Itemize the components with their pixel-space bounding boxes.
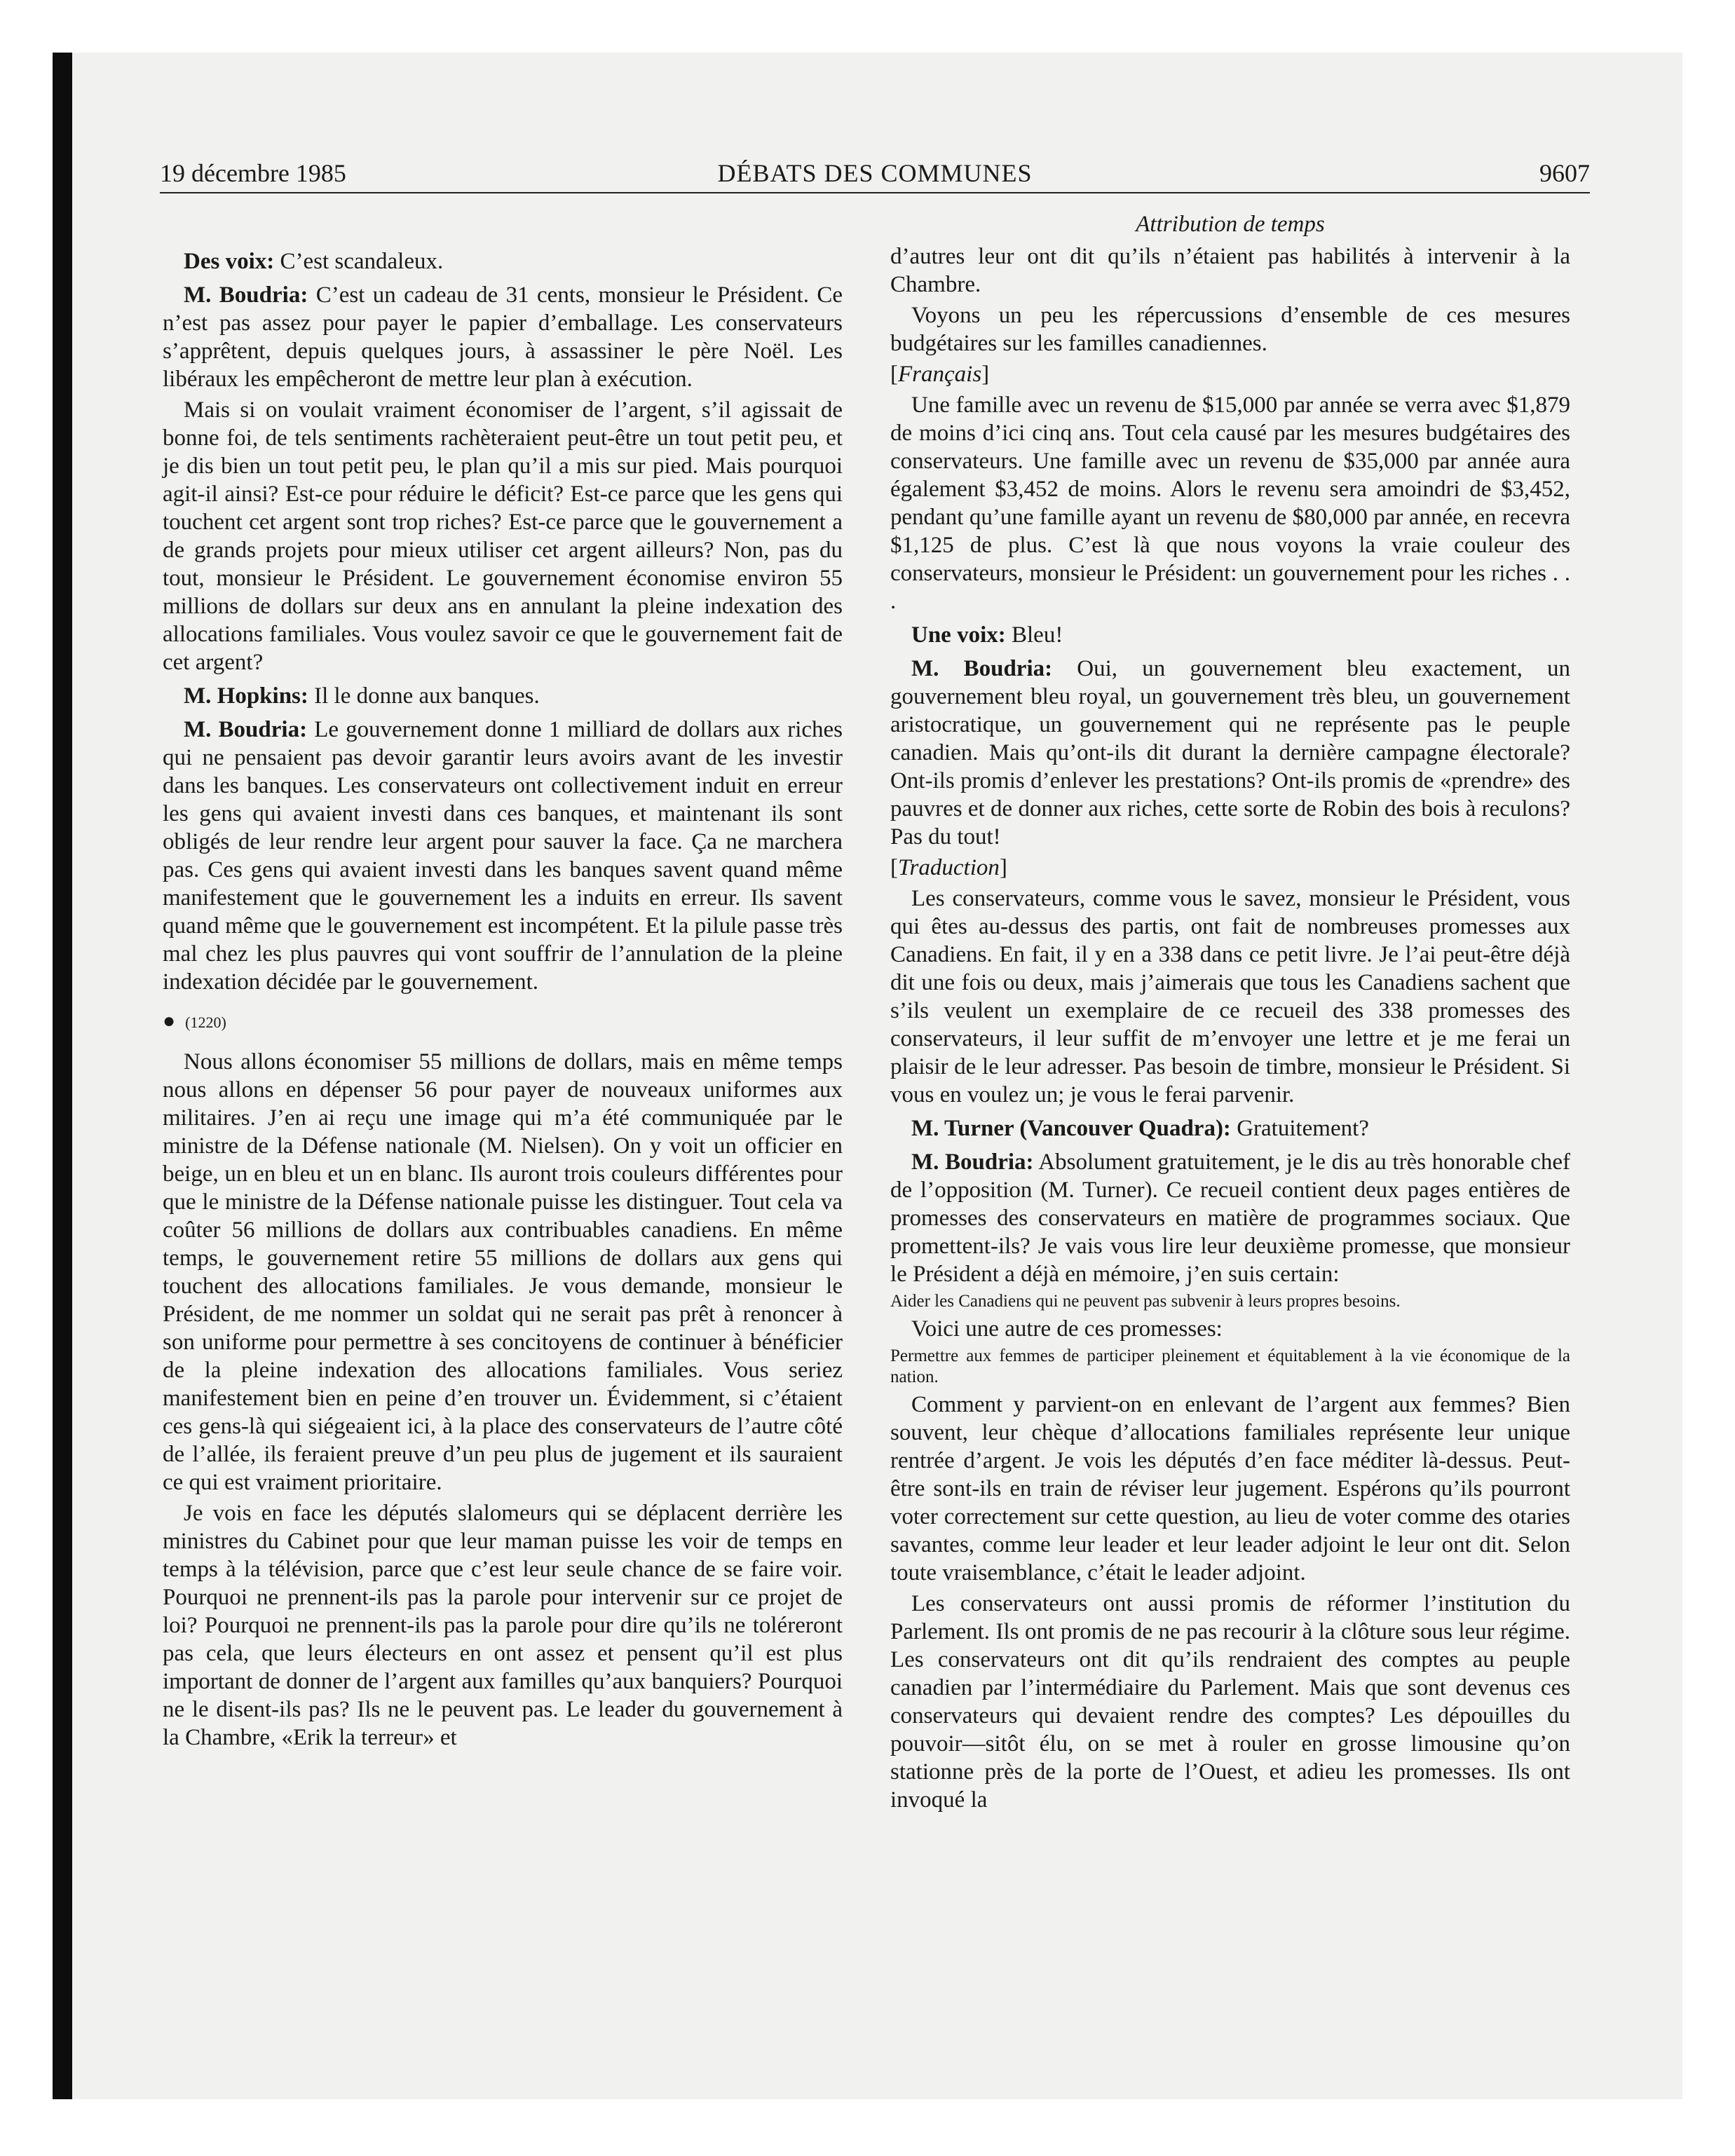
header-rule xyxy=(160,192,1590,193)
speaker-name: M. Boudria: xyxy=(911,1149,1034,1175)
paragraph xyxy=(890,1590,1570,1814)
quoted-promise: Permettre aux femmes de participer pleinement et équitablement à la vie économique de la nation. xyxy=(890,1346,1570,1386)
speaker-name: Des voix: xyxy=(184,249,275,274)
running-header xyxy=(160,156,1590,191)
paragraph-text: d’autres leur ont dit qu’ils n’étaient pas habilités à intervenir à la Chambre. xyxy=(890,244,1570,297)
paragraph-text: Comment y parvient-on en enlevant de l’argent aux femmes? Bien souvent, leur chèque d’allocations familiales représente leur unique rentrée d’argent. Je vois les députés d’en face méditer là-dessus. Peut-être sont-ils en train de réviser leur jugement. Espérons qu’ils pourront voter correctement sur cette question, au lieu de voter comme des otaries savantes, comme leur leader et leur leader adjoint le leur ont dit. Selon toute vraisemblance, c’était le leader adjoint. xyxy=(890,1392,1570,1585)
language-note-text: Français xyxy=(898,362,982,387)
speech-paragraph xyxy=(890,655,1570,851)
paragraph-text: C’est scandaleux. xyxy=(280,249,444,274)
time-marker-text: (1220) xyxy=(185,1014,226,1031)
language-note: [Français] xyxy=(890,362,990,387)
paragraph xyxy=(890,1391,1570,1587)
quoted-promise: Aider les Canadiens qui ne peuvent pas subvenir à leurs propres besoins. xyxy=(890,1292,1401,1311)
paragraph-text: Mais si on voulait vraiment économiser de l’argent, s’il agissait de bonne foi, de tels sentiments rachèteraient peut-être un tout petit peu, et je dis bien un tout petit peu, le plan qu’il a mis sur pied. Mais pourquoi agit-il ainsi? Est-ce pour réduire le déficit? Est-ce parce que les gens qui touchent cet argent sont trop riches? Est-ce parce que le gouvernement a de grands projets pour mieux utiliser cet argent ailleurs? Non, pas du tout, monsieur le Président. Le gouvernement économise environ 55 millions de dollars sur deux ans en annulant la pleine indexation des allocations familiales. Vous voulez savoir ce que le gouvernement fait de cet argent? xyxy=(163,397,843,675)
paragraph-text: Je vois en face les députés slalomeurs qui se déplacent derrière les ministres du Cabinet pour que leur maman puisse les voir de temps en temps à la télévision, parce que c’est leur seule chance de se faire voir. Pourquoi ne prennent-ils pas la parole pour intervenir sur ce projet de loi? Pourquoi ne prennent-ils pas la parole pour dire qu’ils ne toléreront pas cela, que leurs électeurs en ont assez et pensent qu’il est plus important de donner de l’argent aux familles qu’aux banquiers? Pourquoi ne le disent-ils pas? Ils ne le peuvent pas. Le leader du gouvernement à la Chambre, «Erik la terreur» et xyxy=(163,1501,843,1750)
paragraph-text: Voyons un peu les répercussions d’ensemble de ces mesures budgétaires sur les familles canadiennes. xyxy=(890,303,1570,356)
right-column xyxy=(890,210,1570,1817)
speech-paragraph xyxy=(890,1148,1570,1288)
bullet-icon: ● xyxy=(163,1009,176,1032)
header-title: DÉBATS DES COMMUNES xyxy=(717,159,1033,187)
paragraph-text: Le gouvernement donne 1 milliard de dollars aux riches qui ne pensaient pas devoir garantir leurs avoirs avant de les investir dans les banques. Les conservateurs ont collectivement induit en erreur les gens qui avaient investi dans ces banques, et maintenant ils sont obligés de leur rendre leur argent pour sauver la face. Ça ne marchera pas. Ces gens qui avaient investi dans les banques savent quand même manifestement que le gouvernement les a induits en erreur. Ils savent quand même que le gouvernement est incompétent. Et la pilule passe très mal chez les plus pauvres qui vont souffrir de l’annulation de la pleine indexation décidée par le gouvernement. xyxy=(163,717,843,995)
speech-paragraph xyxy=(163,247,843,275)
speaker-name: Une voix: xyxy=(911,622,1006,648)
language-note: [Traduction] xyxy=(890,855,1007,880)
paragraph xyxy=(890,301,1570,357)
paragraph-text: Absolument gratuitement, je le dis au très honorable chef de l’opposition (M. Turner). Ce recueil contient deux pages entières de promesses des conservateurs en matière de programmes sociaux. Que promettent-ils? Je vais vous lire leur deuxième promesse, que monsieur le Président a déjà en mémoire, j’en suis certain: xyxy=(890,1149,1570,1287)
speaker-name: M. Hopkins: xyxy=(184,683,308,709)
section-subheading: Attribution de temps xyxy=(1136,212,1325,237)
paragraph-text: Une famille avec un revenu de $15,000 par année se verra avec $1,879 de moins d’ici cinq ans. Tout cela causé par les mesures budgétaires des conservateurs. Une famille avec un revenu de $35,000 par année aura également $3,452 de moins. Alors le revenu sera amoindri de $3,452, pendant qu’une famille ayant un revenu de $80,000 par année, en recevra $1,125 de plus. C’est là que nous voyons la vraie couleur des conservateurs, monsieur le Président: un gouvernement pour les riches . . . xyxy=(890,393,1570,614)
paragraph-text: Il le donne aux banques. xyxy=(314,683,540,709)
paragraph-text: Les conservateurs ont aussi promis de réformer l’institution du Parlement. Ils ont promis de ne pas recourir à la clôture sous leur régime. Les conservateurs ont dit qu’ils rendraient des comptes au peuple canadien par l’intermédiaire du Parlement. Mais que sont devenus ces conservateurs qui devaient rendre des comptes? Les dépouilles du pouvoir—sitôt élu, on se met à rouler en grosse limousine qu’on stationne près de la porte de l’Ouest, et adieu les promesses. Ils ont invoqué la xyxy=(890,1591,1570,1813)
time-marker xyxy=(163,1007,843,1037)
speech-paragraph xyxy=(163,281,843,393)
paragraph xyxy=(890,391,1570,615)
paragraph xyxy=(163,1048,843,1496)
binding-edge xyxy=(53,53,72,2099)
speaker-name: M. Boudria: xyxy=(911,656,1053,681)
paragraph-text: Oui, un gouvernement bleu exactement, un gouvernement bleu royal, un gouvernement très bleu, un gouvernement aristocratique, un gouvernement qui ne représente pas le peuple canadien. Mais qu’ont-ils dit durant la dernière campagne électorale? Ont-ils promis d’enlever les prestations? Ont-ils promis de «prendre» des pauvres et de donner aux riches, cette sorte de Robin des bois à reculons? Pas du tout! xyxy=(890,656,1571,850)
paragraph-text: Voici une autre de ces promesses: xyxy=(911,1316,1223,1342)
page-number: 9607 xyxy=(1539,159,1590,187)
left-column xyxy=(163,242,843,1754)
speech-paragraph xyxy=(163,716,843,996)
paragraph xyxy=(163,1499,843,1752)
right-column-body xyxy=(890,243,1570,1814)
speech-paragraph xyxy=(163,682,843,710)
paragraph xyxy=(890,885,1570,1109)
paragraph xyxy=(890,1315,1570,1343)
paragraph-text: C’est un cadeau de 31 cents, monsieur le Président. Ce n’est pas assez pour payer le papier d’emballage. Les conservateurs s’apprêtent, depuis quelques jours, à assassiner le père Noël. Les libéraux les empêcheront de mettre leur plan à exécution. xyxy=(163,282,843,392)
speaker-name: M. Boudria: xyxy=(184,717,308,742)
speaker-name: M. Turner (Vancouver Quadra): xyxy=(911,1116,1231,1141)
paragraph-text: Bleu! xyxy=(1012,622,1063,648)
speech-paragraph xyxy=(890,621,1570,649)
language-note-text: Traduction xyxy=(898,855,1000,880)
paragraph xyxy=(890,243,1570,299)
speaker-name: M. Boudria: xyxy=(184,282,308,308)
paragraph xyxy=(163,396,843,676)
paragraph-text: Gratuitement? xyxy=(1237,1116,1369,1141)
paragraph-text: Nous allons économiser 55 millions de dollars, mais en même temps nous allons en dépenser 56 pour payer de nouveaux uniformes aux militaires. J’en ai reçu une image qui m’a été communiquée par le ministre de la Défense nationale (M. Nielsen). On y voit un officier en beige, un en bleu et un en blanc. Ils auront trois couleurs différentes pour que le ministre de la Défense nationale puisse les distinguer. Tout cela va coûter 56 millions de dollars aux contribuables canadiens. En même temps, le gouvernement retire 55 millions de dollars aux gens qui touchent des allocations familiales. Je vous demande, monsieur le Président, de me nommer un soldat qui ne serait pas prêt à renoncer à son uniforme pour permettre à ses concitoyens de continuer à bénéficier de la pleine indexation des allocations familiales. Vous seriez manifestement bien en peine d’en trouver un. Évidemment, si c’étaient ces gens-là qui siégeaient ici, à la place des conservateurs de l’autre côté de l’allée, ils feraient preuve d’un peu plus de jugement et ils sauraient ce qui est vraiment prioritaire. xyxy=(163,1049,843,1495)
header-date: 19 décembre 1985 xyxy=(160,159,346,187)
speech-paragraph xyxy=(890,1114,1570,1142)
paragraph-text: Les conservateurs, comme vous le savez, monsieur le Président, vous qui êtes au-dessus des partis, ont fait de nombreuses promesses aux Canadiens. En fait, il y en a 338 dans ce petit livre. Je l’ai peut-être déjà dit une fois ou deux, mais j’aimerais que tous les Canadiens sachent que s’ils veulent un exemplaire de ce recueil des 338 promesses des conservateurs, il leur suffit de m’envoyer une lettre et je me ferai un plaisir de le leur adresser. Pas besoin de timbre, monsieur le Président. Si vous en voulez un; je vous le ferai parvenir. xyxy=(890,886,1570,1107)
